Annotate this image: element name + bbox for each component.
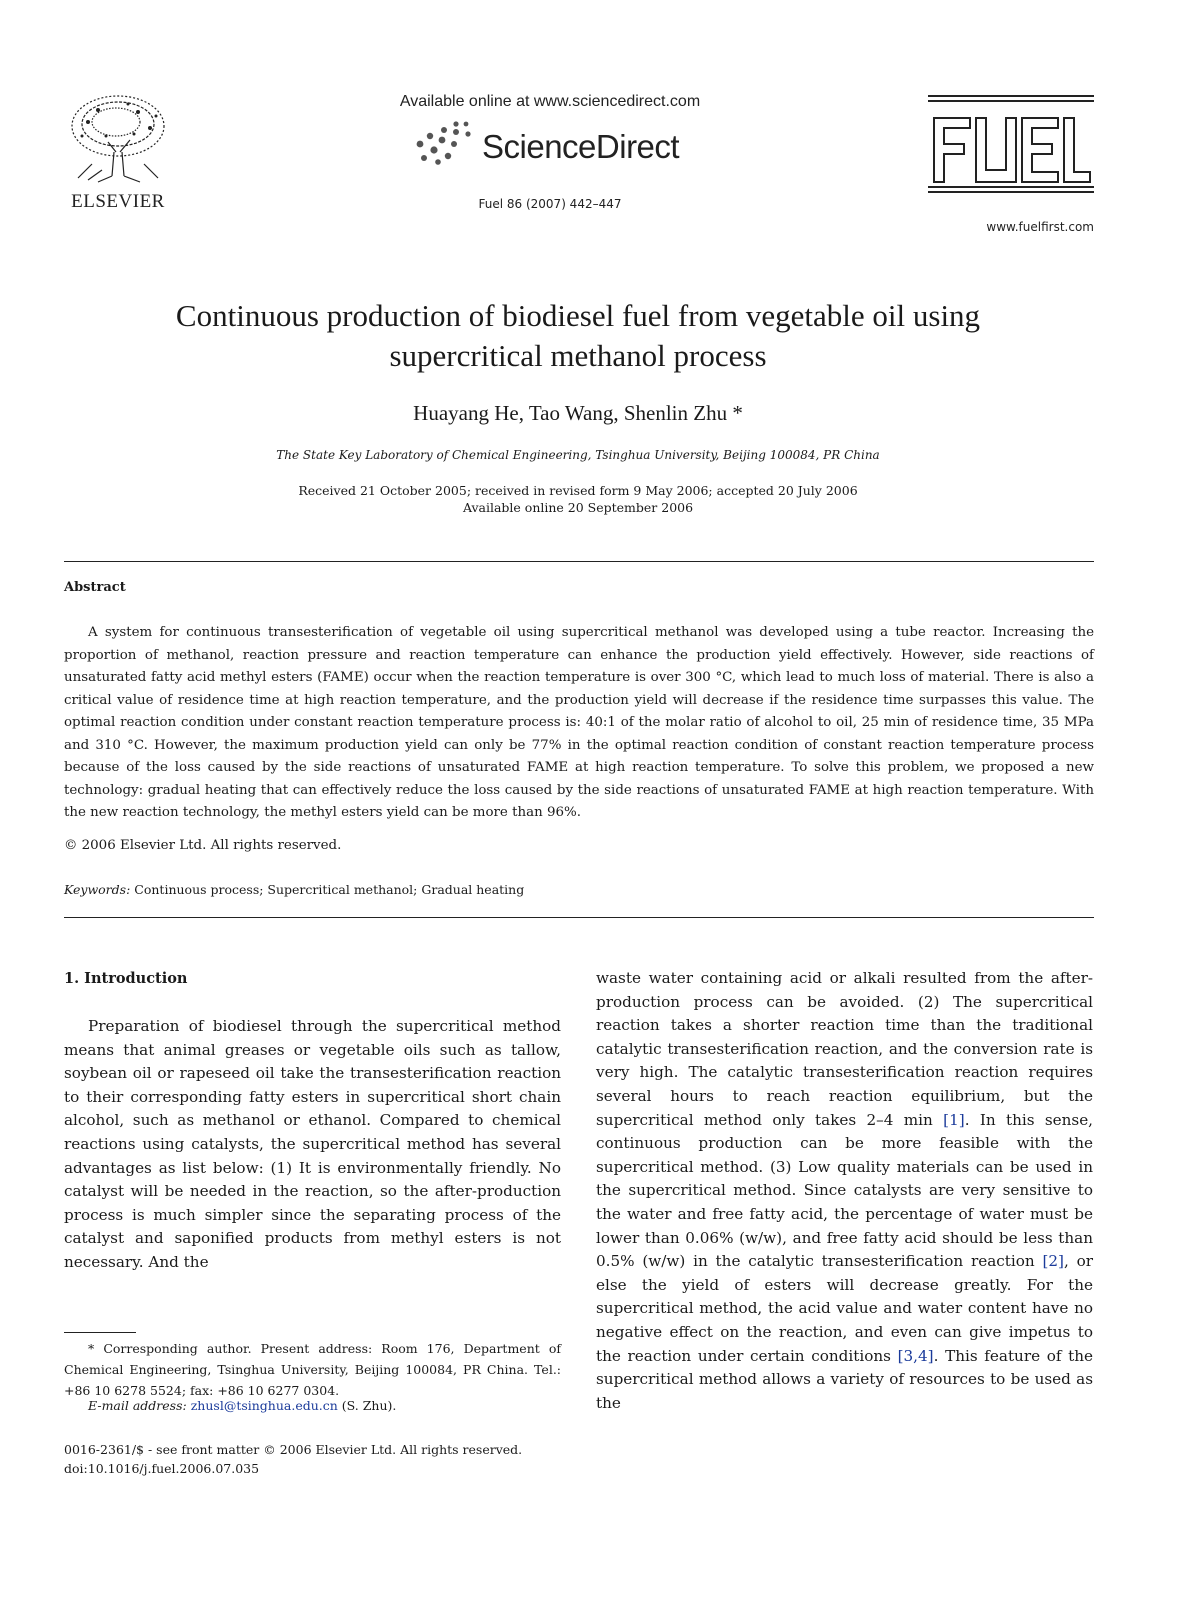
front-matter bbox=[64, 1440, 584, 1478]
article-title: Continuous production of biodiesel fuel from vegetable oil using supercritical methanol process bbox=[175, 298, 981, 373]
divider-bottom bbox=[64, 917, 1094, 918]
sciencedirect-wordmark: ScienceDirect bbox=[482, 128, 680, 165]
email-suffix: (S. Zhu). bbox=[337, 1398, 397, 1413]
publisher-name: ELSEVIER bbox=[71, 191, 165, 212]
keywords-list: Continuous process; Supercritical methanol; Gradual heating bbox=[134, 882, 525, 897]
available-online: Available online at www.sciencedirect.com bbox=[399, 93, 701, 110]
journal-website[interactable]: www.fuelfirst.com bbox=[986, 220, 1094, 234]
journal-reference: Fuel 86 (2007) 442–447 bbox=[478, 197, 622, 211]
elsevier-tree-icon bbox=[68, 92, 168, 184]
intro-right-text-1: waste water containing acid or alkali resulted from the after-production process can be avoided. (2) The supercritical reaction takes a shorter reaction time than the traditional catalytic transesterification reaction, and the conversion rate is very high. The catalytic transesterification reaction requires several hours to reach reaction equilibrium, but the supercritical method only takes 2–4 min bbox=[596, 969, 1093, 1129]
intro-right-text-4: . This feature of the supercritical method allows a variety of resources to be used as the bbox=[596, 1346, 1093, 1412]
keywords-label: Keywords: bbox=[64, 882, 131, 897]
intro-left-column: Preparation of biodiesel through the supercritical method means that animal greases or vegetable oils such as tallow, soybean oil or rapeseed oil take the transesterification reaction to their corresponding fatty esters in supercritical short chain alcohol, such as methanol or ethanol. Compared to chemical reactions using catalysts, the supercritical method has several advantages as list below: (1) It is environmentally friendly. No catalyst will be needed in the reaction, so the after-production process is much simpler since the separating process of the catalyst and saponified products from methyl esters is not necessary. And the bbox=[64, 1017, 561, 1271]
email-footnote bbox=[64, 1398, 561, 1413]
keywords bbox=[64, 882, 524, 897]
intro-right-text-2: . In this sense, continuous production can be more feasible with the supercritical method. (3) Low quality materials can be used in the supercritical method. Since catalysts are very sensitive to the water and free fatty acid, the percentage of water must be lower than 0.06% (w/w), and free fatty acid should be less than 0.5% (w/w) in the catalytic transesterification reaction bbox=[596, 1110, 1094, 1271]
fuel-journal-logo bbox=[928, 94, 1094, 194]
article-authors: Huayang He, Tao Wang, Shenlin Zhu * bbox=[413, 401, 743, 425]
sciencedirect-logo bbox=[412, 118, 702, 168]
intro-right-text-3: , or else the yield of esters will decrease greatly. For the supercritical method, the acid value and water content have no negative effect on the reaction, and even can give impetus to the reaction under certain conditions bbox=[596, 1252, 1094, 1365]
abstract-body: A system for continuous transesterification of vegetable oil using supercritical methanol was developed using a tube reactor. Increasing the proportion of methanol, reaction pressure and reaction temperature can enhance the production yield effectively. However, side reactions of unsaturated fatty acid methyl esters (FAME) occur when the reaction temperature is over 300 °C, which lead to much loss of material. There is also a critical value of residence time at high reaction temperature, and the production yield will decrease if the residence time surpasses this value. The optimal reaction condition under constant reaction temperature process is: 40:1 of the molar ratio of alcohol to oil, 25 min of residence time, 35 MPa and 310 °C. However, the maximum production yield can only be 77% in the optimal reaction condition of constant reaction temperature process because of the loss caused by the side reactions of unsaturated FAME at high reaction temperature. To solve this problem, we proposed a new technology: gradual heating that can effectively reduce the loss caused by the side reactions of unsaturated FAME at high reaction temperature. With the new reaction technology, the methyl esters yield can be more than 96%. bbox=[64, 625, 1094, 820]
citation-link[interactable]: [2] bbox=[1042, 1252, 1064, 1271]
article-dates bbox=[100, 482, 1056, 516]
citation-link[interactable]: [3,4] bbox=[897, 1346, 934, 1365]
fuel-logo-text: FUEL bbox=[1011, 154, 1014, 155]
received-dates: Received 21 October 2005; received in revised form 9 May 2006; accepted 20 July 2006 bbox=[298, 483, 858, 498]
citation-link[interactable]: [1] bbox=[943, 1110, 965, 1129]
doi-line[interactable]: doi:10.1016/j.fuel.2006.07.035 bbox=[64, 1461, 260, 1476]
intro-right-column bbox=[596, 967, 1093, 1415]
email-label: E-mail address: bbox=[88, 1398, 187, 1413]
email-link[interactable]: zhusl@tsinghua.edu.cn bbox=[190, 1398, 338, 1413]
corresponding-author-footnote: * Corresponding author. Present address: Room 176, Department of Chemical Engineering, Tsinghua University, Beijing 100084, PR China. Tel.: +86 10 6278 5524; fax: +86 10 6277 0304. bbox=[64, 1341, 561, 1398]
section-heading-introduction: 1. Introduction bbox=[64, 970, 188, 987]
available-online-date: Available online 20 September 2006 bbox=[462, 500, 694, 515]
elsevier-logo bbox=[64, 92, 172, 214]
abstract-copyright: © 2006 Elsevier Ltd. All rights reserved. bbox=[64, 838, 342, 853]
footnote-rule bbox=[64, 1332, 136, 1333]
sciencedirect-dots-icon bbox=[412, 118, 474, 166]
divider-top bbox=[64, 561, 1094, 562]
author-affiliation: The State Key Laboratory of Chemical Engineering, Tsinghua University, Beijing 100084, PR China bbox=[276, 448, 880, 462]
issn-line: 0016-2361/$ - see front matter © 2006 Elsevier Ltd. All rights reserved. bbox=[64, 1442, 523, 1457]
abstract-heading: Abstract bbox=[64, 580, 126, 595]
